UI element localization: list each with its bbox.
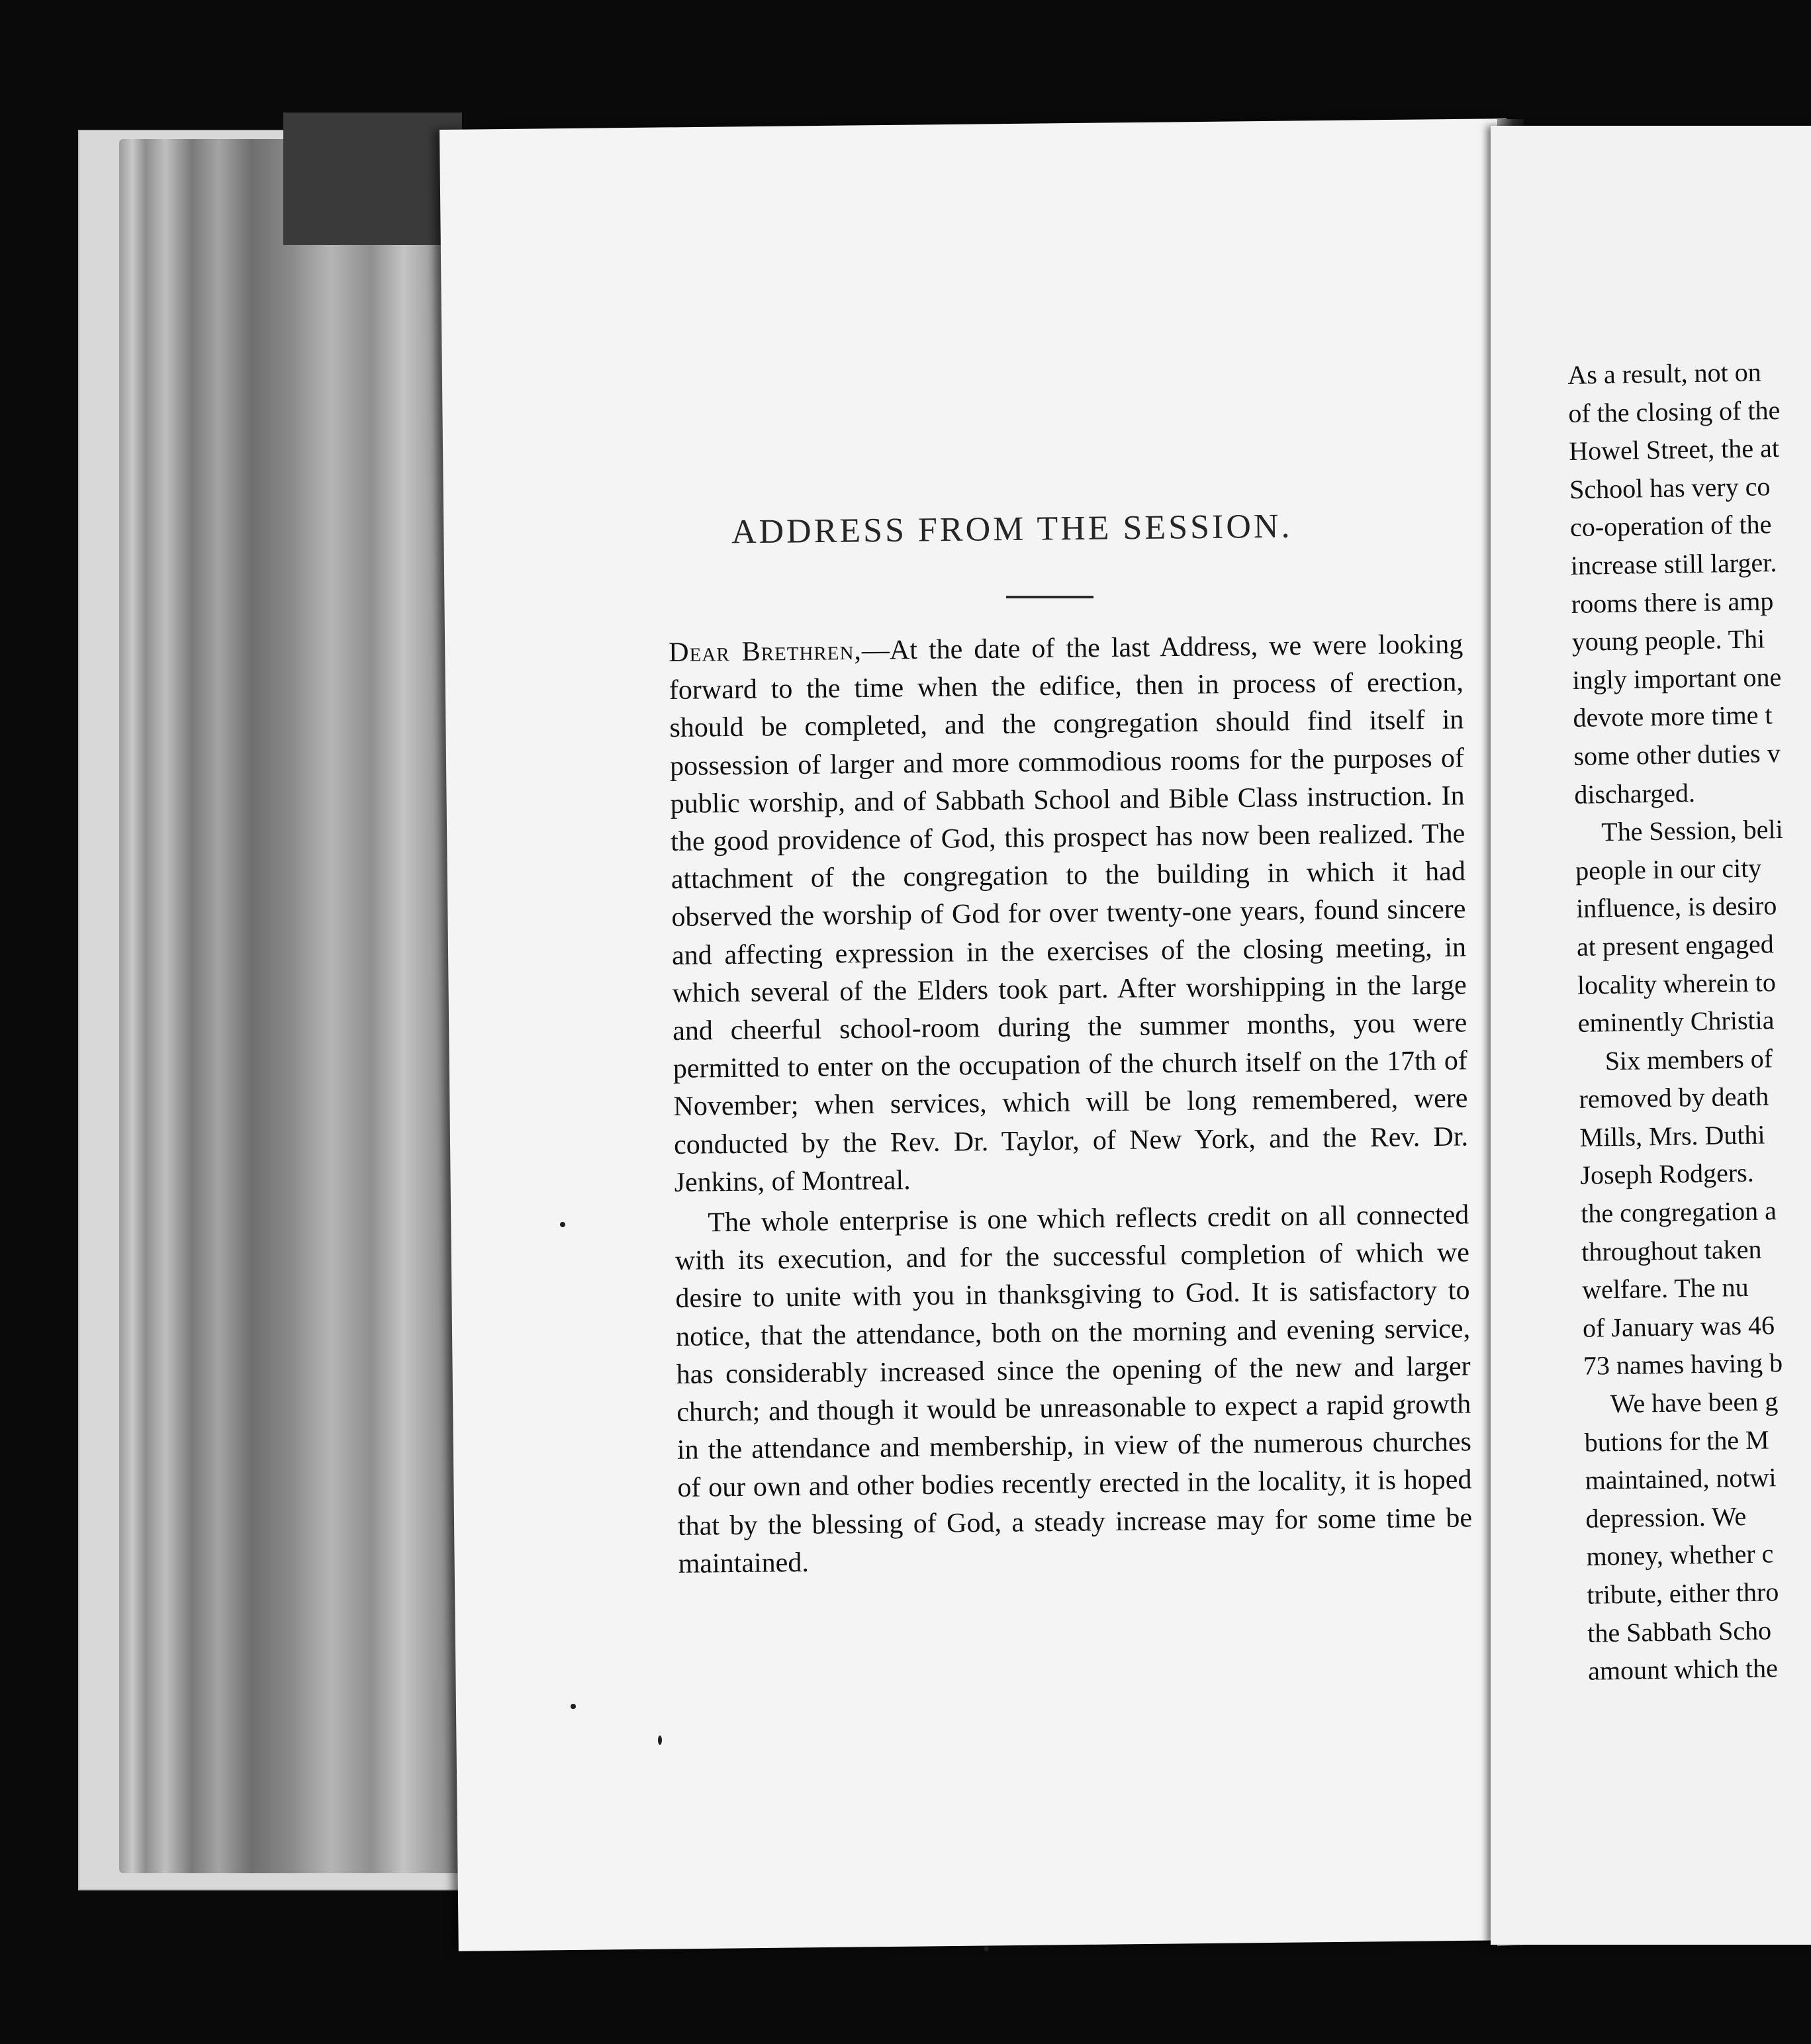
right-line: rooms there is amp [1571,585,1774,619]
right-line: throughout taken [1581,1234,1762,1267]
paragraph-1-text: —At the date of the last Address, we were looking forward to the time when the edifice, then in process of erection, should be completed, and the congregation should find itself in possession of larger and more commodious rooms for the purposes of public worship, and of Sabbath School and Bible Class instruction. In the good providence of God, this prospect has now been realized. The attachment of the congregation to the building in which it had observed the worship of God for over twenty-one years, found sincere and affecting expression in the exercises of the closing meeting, in which several of the Elders took part. After worshipping in the large and cheerful school-room during the summer months, you were permitted to enter on the occupation of the church itself on the 17th of November; when services, which will be long remembered, were conducted by the Rev. Dr. Taylor, of New York, and the Rev. Dr. Jenkins, of Montreal. [669,629,1469,1198]
right-line: some other duties v [1573,737,1781,771]
right-line: locality wherein to [1577,966,1777,1000]
right-line: increase still larger. [1570,547,1777,581]
right-line: tribute, either thro [1587,1577,1779,1610]
right-line: depression. We [1585,1501,1747,1534]
right-line: discharged. [1574,777,1696,810]
right-line: the Sabbath Scho [1587,1614,1772,1648]
paragraph-1 [669,626,1469,1202]
right-line: 73 names having b [1583,1348,1783,1381]
left-page-body [669,626,1473,1583]
salutation: Dear Brethren, [669,635,862,668]
right-line: money, whether c [1586,1538,1774,1572]
right-line: young people. Thi [1571,624,1765,657]
right-line: The Session, beli [1601,814,1784,847]
right-line: devote more time t [1573,700,1773,733]
page-edges-stack [119,139,477,1873]
right-line: butions for the M [1584,1424,1769,1458]
right-line: ingly important one [1572,661,1782,695]
dust-speck [571,1704,576,1709]
dust-speck [984,1946,989,1951]
right-line: the congregation a [1580,1195,1777,1229]
dust-speck [658,1736,662,1745]
dust-speck [560,1222,565,1227]
right-line: amount which the [1587,1653,1779,1686]
title-rule [1006,596,1093,598]
right-line: eminently Christia [1577,1005,1775,1038]
right-line: We have been g [1610,1386,1779,1419]
right-line: As a result, not on [1567,357,1761,390]
right-line: removed by death [1579,1081,1769,1115]
right-line: of January was 46 [1582,1310,1775,1343]
right-line: influence, is desiro [1575,890,1777,924]
right-line: Mills, Mrs. Duthi [1579,1119,1765,1152]
right-line: co-operation of the [1569,509,1772,543]
right-line: at present engaged [1576,929,1774,962]
right-line: welfare. The nu [1581,1272,1749,1305]
right-line: Joseph Rodgers. [1580,1158,1754,1191]
right-line: people in our city [1575,853,1762,886]
right-line: maintained, notwi [1585,1462,1777,1496]
right-line: of the closing of the [1567,395,1781,428]
right-line: Six members of [1604,1043,1773,1076]
paragraph-2: The whole enterprise is one which reflects credit on all connected with its execution, and for the successful completion of which we desire to unite with you in thanksgiving to God. It is satisfactory to notice, that the attendance, both on the morning and evening service, has considerably increased since the opening of the new and larger church; and though it would be unreasonable to expect a rapid growth in the attendance and membership, in view of the numerous churches of our own and other bodies recently erected in the locality, it is hoped that by the blessing of God, a steady increase may for some time be maintained. [674,1199,1473,1579]
right-page-body [1567,349,1811,1691]
right-line: Howel Street, the at [1568,433,1780,467]
page-edge-shadow [283,113,462,245]
right-line: School has very co [1569,471,1771,504]
page-title: ADDRESS FROM THE SESSION. [731,507,1293,551]
